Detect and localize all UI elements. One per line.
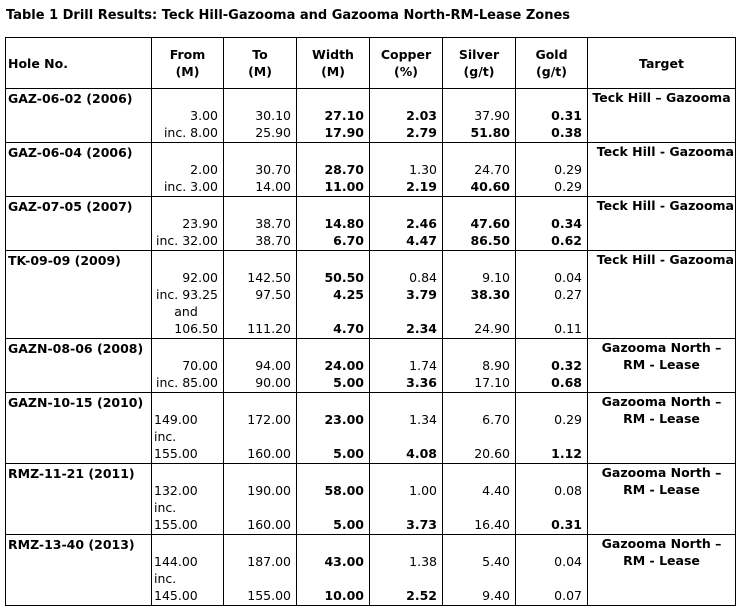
spacer bbox=[518, 394, 582, 411]
spacer bbox=[226, 90, 291, 107]
target-cell bbox=[588, 464, 736, 535]
silver-value: 5.40 bbox=[482, 554, 510, 569]
width-value: 27.10 bbox=[324, 108, 364, 123]
copper-value: 3.73 bbox=[406, 517, 437, 532]
spacer bbox=[372, 394, 437, 411]
from-value: 23.90 bbox=[182, 216, 218, 231]
spacer bbox=[445, 303, 510, 320]
from-cell bbox=[152, 251, 224, 339]
gold-value: 0.08 bbox=[554, 483, 582, 498]
to-value: 190.00 bbox=[247, 483, 291, 498]
silver-cell bbox=[443, 89, 516, 143]
copper-value: 1.34 bbox=[409, 412, 437, 427]
hole-no: GAZN-10-15 (2010) bbox=[8, 395, 144, 410]
silver-cell bbox=[443, 535, 516, 606]
copper-value: 2.03 bbox=[406, 108, 437, 123]
spacer bbox=[299, 570, 364, 587]
width-cell bbox=[297, 89, 370, 143]
to-value: 30.10 bbox=[255, 108, 291, 123]
spacer bbox=[445, 465, 510, 482]
spacer bbox=[299, 144, 364, 161]
from-value: inc. 32.00 bbox=[156, 233, 218, 248]
spacer bbox=[226, 428, 291, 445]
width-value: 5.00 bbox=[333, 517, 364, 532]
from-prefix: inc. bbox=[154, 571, 177, 586]
spacer bbox=[154, 252, 218, 269]
spacer bbox=[518, 198, 582, 215]
spacer bbox=[518, 536, 582, 553]
hole-no-cell bbox=[6, 393, 152, 464]
from-prefix: inc. bbox=[154, 429, 177, 444]
from-value: 145.00 bbox=[154, 588, 198, 603]
silver-value: 47.60 bbox=[470, 216, 510, 231]
table-row bbox=[6, 535, 736, 606]
to-value: 160.00 bbox=[247, 446, 291, 461]
spacer bbox=[372, 536, 437, 553]
header-width: Width (M) bbox=[297, 38, 370, 89]
width-value: 50.50 bbox=[324, 270, 364, 285]
spacer bbox=[518, 465, 582, 482]
spacer bbox=[299, 465, 364, 482]
copper-value: 2.34 bbox=[406, 321, 437, 336]
copper-cell bbox=[370, 251, 443, 339]
width-value: 10.00 bbox=[324, 588, 364, 603]
spacer bbox=[445, 536, 510, 553]
gold-value: 0.38 bbox=[551, 125, 582, 140]
hole-no-cell bbox=[6, 143, 152, 197]
spacer bbox=[299, 303, 364, 320]
width-cell bbox=[297, 535, 370, 606]
target-cell bbox=[588, 143, 736, 197]
spacer bbox=[154, 144, 218, 161]
gold-cell bbox=[516, 535, 588, 606]
silver-value: 16.40 bbox=[474, 517, 510, 532]
spacer bbox=[445, 428, 510, 445]
gold-value: 0.34 bbox=[551, 216, 582, 231]
spacer bbox=[372, 499, 437, 516]
width-value: 23.00 bbox=[324, 412, 364, 427]
spacer bbox=[299, 394, 364, 411]
gold-cell bbox=[516, 464, 588, 535]
copper-cell bbox=[370, 89, 443, 143]
width-value: 11.00 bbox=[324, 179, 364, 194]
from-value: 155.00 bbox=[154, 446, 198, 461]
spacer bbox=[299, 340, 364, 357]
gold-value: 0.29 bbox=[554, 412, 582, 427]
silver-value: 9.40 bbox=[482, 588, 510, 603]
silver-value: 51.80 bbox=[470, 125, 510, 140]
silver-cell bbox=[443, 197, 516, 251]
silver-value: 24.70 bbox=[474, 162, 510, 177]
hole-no-cell bbox=[6, 535, 152, 606]
width-cell bbox=[297, 464, 370, 535]
spacer bbox=[226, 340, 291, 357]
spacer bbox=[372, 252, 437, 269]
spacer bbox=[372, 428, 437, 445]
spacer bbox=[154, 90, 218, 107]
spacer bbox=[226, 303, 291, 320]
to-value: 111.20 bbox=[247, 321, 291, 336]
to-value: 25.90 bbox=[255, 125, 291, 140]
target-zone: Gazooma North – RM - Lease bbox=[601, 465, 722, 497]
gold-value: 0.11 bbox=[554, 321, 582, 336]
silver-value: 40.60 bbox=[470, 179, 510, 194]
to-cell bbox=[224, 251, 297, 339]
spacer bbox=[299, 90, 364, 107]
width-cell bbox=[297, 339, 370, 393]
silver-value: 37.90 bbox=[474, 108, 510, 123]
silver-value: 24.90 bbox=[474, 321, 510, 336]
to-value: 160.00 bbox=[247, 517, 291, 532]
spacer bbox=[154, 340, 218, 357]
spacer bbox=[299, 428, 364, 445]
to-value: 90.00 bbox=[255, 375, 291, 390]
spacer bbox=[372, 303, 437, 320]
copper-cell bbox=[370, 143, 443, 197]
drill-results-table bbox=[5, 37, 736, 606]
copper-cell bbox=[370, 393, 443, 464]
header-copper: Copper (%) bbox=[370, 38, 443, 89]
target-cell bbox=[588, 393, 736, 464]
width-value: 43.00 bbox=[324, 554, 364, 569]
spacer bbox=[299, 536, 364, 553]
silver-cell bbox=[443, 464, 516, 535]
spacer bbox=[154, 465, 221, 482]
target-cell bbox=[588, 251, 736, 339]
gold-value: 1.12 bbox=[551, 446, 582, 461]
gold-value: 0.31 bbox=[551, 517, 582, 532]
gold-cell bbox=[516, 143, 588, 197]
gold-cell bbox=[516, 393, 588, 464]
target-cell bbox=[588, 89, 736, 143]
spacer bbox=[299, 198, 364, 215]
copper-value: 1.38 bbox=[409, 554, 437, 569]
width-value: 5.00 bbox=[333, 446, 364, 461]
hole-no-cell bbox=[6, 197, 152, 251]
from-cell bbox=[152, 89, 224, 143]
silver-value: 86.50 bbox=[470, 233, 510, 248]
spacer bbox=[372, 90, 437, 107]
from-value: 144.00 bbox=[154, 554, 198, 569]
width-value: 28.70 bbox=[324, 162, 364, 177]
hole-no-cell bbox=[6, 89, 152, 143]
header-gold: Gold (g/t) bbox=[516, 38, 588, 89]
gold-value: 0.07 bbox=[554, 588, 582, 603]
spacer bbox=[372, 340, 437, 357]
to-value: 97.50 bbox=[255, 287, 291, 302]
spacer bbox=[518, 570, 582, 587]
spacer bbox=[299, 252, 364, 269]
from-value: inc. 93.25 bbox=[156, 287, 218, 302]
silver-cell bbox=[443, 339, 516, 393]
spacer bbox=[445, 394, 510, 411]
from-value: inc. 8.00 bbox=[163, 125, 218, 140]
width-cell bbox=[297, 197, 370, 251]
table-row bbox=[6, 393, 736, 464]
from-value: inc. 3.00 bbox=[163, 179, 218, 194]
from-value: 155.00 bbox=[154, 517, 198, 532]
spacer bbox=[518, 340, 582, 357]
spacer bbox=[372, 144, 437, 161]
gold-value: 0.68 bbox=[551, 375, 582, 390]
from-value: inc. 85.00 bbox=[156, 375, 218, 390]
header-from: From (M) bbox=[152, 38, 224, 89]
copper-value: 4.47 bbox=[406, 233, 437, 248]
spacer bbox=[518, 252, 582, 269]
hole-no: TK-09-09 (2009) bbox=[8, 253, 121, 268]
spacer bbox=[154, 536, 221, 553]
gold-value: 0.31 bbox=[551, 108, 582, 123]
width-cell bbox=[297, 251, 370, 339]
hole-no: GAZ-06-04 (2006) bbox=[8, 145, 133, 160]
spacer bbox=[226, 198, 291, 215]
silver-value: 6.70 bbox=[482, 412, 510, 427]
header-row bbox=[6, 38, 736, 89]
table-row bbox=[6, 143, 736, 197]
gold-value: 0.29 bbox=[554, 179, 582, 194]
header-hole-no: Hole No. bbox=[6, 38, 152, 89]
spacer bbox=[445, 90, 510, 107]
to-value: 94.00 bbox=[255, 358, 291, 373]
to-value: 142.50 bbox=[247, 270, 291, 285]
gold-value: 0.27 bbox=[554, 287, 582, 302]
copper-value: 3.36 bbox=[406, 375, 437, 390]
from-value: 2.00 bbox=[190, 162, 218, 177]
to-cell bbox=[224, 393, 297, 464]
width-value: 17.90 bbox=[324, 125, 364, 140]
to-value: 187.00 bbox=[247, 554, 291, 569]
to-value: 38.70 bbox=[255, 233, 291, 248]
copper-value: 2.19 bbox=[406, 179, 437, 194]
to-value: 38.70 bbox=[255, 216, 291, 231]
from-prefix: inc. bbox=[154, 500, 177, 515]
width-value: 4.70 bbox=[333, 321, 364, 336]
from-value: 106.50 bbox=[174, 321, 218, 336]
spacer bbox=[518, 90, 582, 107]
from-value: 3.00 bbox=[190, 108, 218, 123]
silver-value: 38.30 bbox=[470, 287, 510, 302]
target-zone: Teck Hill – Gazooma bbox=[592, 90, 731, 105]
hole-no: GAZ-06-02 (2006) bbox=[8, 91, 133, 106]
table-row bbox=[6, 251, 736, 339]
from-value: 149.00 bbox=[154, 412, 198, 427]
copper-value: 2.52 bbox=[406, 588, 437, 603]
spacer bbox=[445, 252, 510, 269]
silver-cell bbox=[443, 251, 516, 339]
target-cell bbox=[588, 535, 736, 606]
spacer bbox=[226, 499, 291, 516]
silver-value: 9.10 bbox=[482, 270, 510, 285]
target-zone: Gazooma North – RM - Lease bbox=[601, 394, 722, 426]
target-zone: Teck Hill - Gazooma bbox=[596, 252, 734, 267]
spacer bbox=[154, 394, 221, 411]
width-value: 58.00 bbox=[324, 483, 364, 498]
from-value: 70.00 bbox=[182, 358, 218, 373]
spacer bbox=[518, 428, 582, 445]
gold-cell bbox=[516, 197, 588, 251]
copper-cell bbox=[370, 535, 443, 606]
target-zone: Teck Hill - Gazooma bbox=[596, 144, 734, 159]
to-cell bbox=[224, 464, 297, 535]
width-cell bbox=[297, 143, 370, 197]
spacer bbox=[445, 570, 510, 587]
to-value: 30.70 bbox=[255, 162, 291, 177]
spacer bbox=[445, 198, 510, 215]
gold-cell bbox=[516, 89, 588, 143]
from-cell bbox=[152, 339, 224, 393]
spacer bbox=[154, 198, 218, 215]
copper-value: 4.08 bbox=[406, 446, 437, 461]
silver-cell bbox=[443, 143, 516, 197]
table-row bbox=[6, 197, 736, 251]
to-cell bbox=[224, 339, 297, 393]
spacer bbox=[299, 499, 364, 516]
gold-value: 0.62 bbox=[551, 233, 582, 248]
silver-cell bbox=[443, 393, 516, 464]
hole-no-cell bbox=[6, 339, 152, 393]
copper-value: 1.74 bbox=[409, 358, 437, 373]
target-zone: Gazooma North – RM - Lease bbox=[601, 340, 722, 372]
spacer bbox=[518, 303, 582, 320]
width-cell bbox=[297, 393, 370, 464]
to-cell bbox=[224, 535, 297, 606]
spacer bbox=[372, 198, 437, 215]
copper-cell bbox=[370, 464, 443, 535]
silver-value: 4.40 bbox=[482, 483, 510, 498]
spacer bbox=[518, 499, 582, 516]
gold-value: 0.29 bbox=[554, 162, 582, 177]
spacer bbox=[518, 144, 582, 161]
spacer bbox=[226, 394, 291, 411]
gold-cell bbox=[516, 251, 588, 339]
width-value: 24.00 bbox=[324, 358, 364, 373]
table-row bbox=[6, 339, 736, 393]
from-value: 132.00 bbox=[154, 483, 198, 498]
hole-no-cell bbox=[6, 464, 152, 535]
spacer bbox=[372, 465, 437, 482]
gold-cell bbox=[516, 339, 588, 393]
hole-no: RMZ-13-40 (2013) bbox=[8, 537, 135, 552]
to-value: 155.00 bbox=[247, 588, 291, 603]
header-to: To (M) bbox=[224, 38, 297, 89]
from-cell bbox=[152, 197, 224, 251]
copper-value: 1.00 bbox=[409, 483, 437, 498]
hole-no: GAZ-07-05 (2007) bbox=[8, 199, 133, 214]
spacer bbox=[445, 499, 510, 516]
spacer bbox=[226, 252, 291, 269]
width-value: 5.00 bbox=[333, 375, 364, 390]
width-value: 4.25 bbox=[333, 287, 364, 302]
table-title: Table 1 Drill Results: Teck Hill-Gazooma and Gazooma North-RM-Lease Zones bbox=[6, 8, 571, 23]
copper-value: 1.30 bbox=[409, 162, 437, 177]
copper-value: 3.79 bbox=[406, 287, 437, 302]
copper-cell bbox=[370, 197, 443, 251]
target-zone: Gazooma North – RM - Lease bbox=[601, 536, 722, 568]
hole-no: RMZ-11-21 (2011) bbox=[8, 466, 135, 481]
table-row bbox=[6, 464, 736, 535]
from-cell bbox=[152, 143, 224, 197]
table-row bbox=[6, 89, 736, 143]
header-silver: Silver (g/t) bbox=[443, 38, 516, 89]
copper-value: 2.79 bbox=[406, 125, 437, 140]
copper-value: 2.46 bbox=[406, 216, 437, 231]
to-cell bbox=[224, 143, 297, 197]
from-value: 92.00 bbox=[182, 270, 218, 285]
to-cell bbox=[224, 197, 297, 251]
width-value: 6.70 bbox=[333, 233, 364, 248]
width-value: 14.80 bbox=[324, 216, 364, 231]
from-cell bbox=[152, 535, 224, 606]
from-prefix: and bbox=[174, 304, 198, 319]
to-value: 14.00 bbox=[255, 179, 291, 194]
spacer bbox=[372, 570, 437, 587]
hole-no: GAZN-08-06 (2008) bbox=[8, 341, 144, 356]
target-zone: Teck Hill - Gazooma bbox=[596, 198, 734, 213]
gold-value: 0.04 bbox=[554, 270, 582, 285]
target-cell bbox=[588, 339, 736, 393]
silver-value: 8.90 bbox=[482, 358, 510, 373]
silver-value: 20.60 bbox=[474, 446, 510, 461]
gold-value: 0.04 bbox=[554, 554, 582, 569]
silver-value: 17.10 bbox=[474, 375, 510, 390]
from-cell bbox=[152, 393, 224, 464]
spacer bbox=[226, 536, 291, 553]
copper-value: 0.84 bbox=[409, 270, 437, 285]
spacer bbox=[226, 465, 291, 482]
to-cell bbox=[224, 89, 297, 143]
spacer bbox=[445, 340, 510, 357]
target-cell bbox=[588, 197, 736, 251]
to-value: 172.00 bbox=[247, 412, 291, 427]
hole-no-cell bbox=[6, 251, 152, 339]
gold-value: 0.32 bbox=[551, 358, 582, 373]
spacer bbox=[226, 144, 291, 161]
from-cell bbox=[152, 464, 224, 535]
spacer bbox=[445, 144, 510, 161]
header-target: Target bbox=[588, 38, 736, 89]
copper-cell bbox=[370, 339, 443, 393]
spacer bbox=[226, 570, 291, 587]
